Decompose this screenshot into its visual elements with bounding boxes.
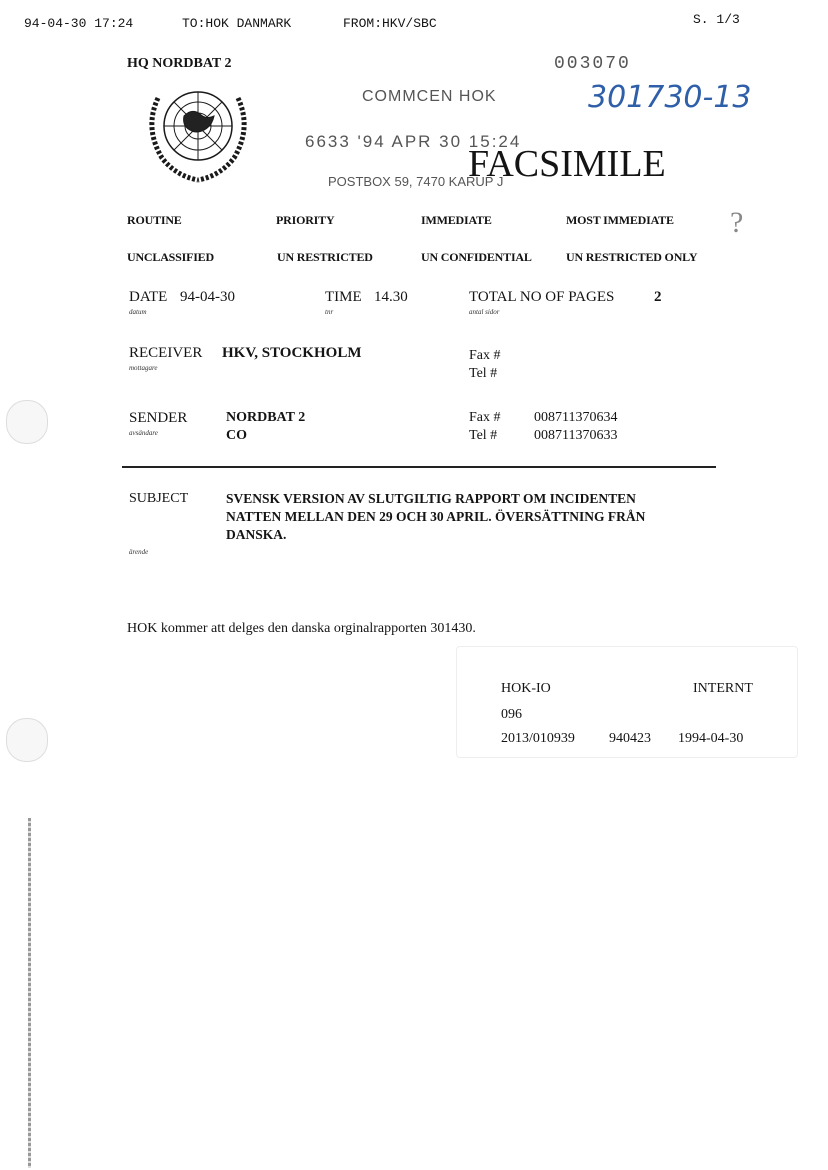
class-un-confidential: UN CONFIDENTIAL (421, 250, 532, 264)
precedence-routine: ROUTINE (127, 213, 182, 227)
sender-fax-label: Fax # (469, 410, 501, 425)
subject-line-3: DANSKA. (226, 527, 287, 542)
date-label: DATE (129, 289, 168, 305)
stamp-commcen: COMMCEN HOK (362, 88, 497, 105)
sender-role: CO (226, 428, 247, 443)
registry-code: 940423 (609, 731, 651, 746)
receiver-label: RECEIVER (129, 345, 203, 361)
handwritten-reference: 301730-13 (588, 80, 752, 115)
precedence-immediate: IMMEDIATE (421, 213, 492, 227)
registry-office: HOK-IO (501, 681, 551, 696)
fax-page-number: S. 1/3 (693, 12, 740, 27)
scan-edge-line (28, 818, 31, 1168)
registry-date: 1994-04-30 (678, 731, 744, 746)
org-name: HQ NORDBAT 2 (127, 56, 232, 71)
date-value: 94-04-30 (180, 289, 235, 305)
registry-category: INTERNT (693, 681, 753, 696)
un-emblem (128, 76, 268, 186)
receiver-tel-label: Tel # (469, 366, 498, 381)
subject-line-2: NATTEN MELLAN DEN 29 OCH 30 APRIL. ÖVERSÄTTNING FRÅN (226, 509, 646, 524)
stamp-number: 003070 (554, 54, 631, 74)
fax-to: TO:HOK DANMARK (182, 16, 292, 31)
subject-line-1: SVENSK VERSION AV SLUTGILTIG RAPPORT OM INCIDENTEN (226, 491, 636, 506)
time-label: TIME (325, 289, 362, 305)
precedence-most-immediate: MOST IMMEDIATE (566, 213, 674, 227)
time-sublabel: tnr (325, 308, 334, 316)
fax-timestamp: 94-04-30 17:24 (24, 16, 134, 31)
sender-tel-label: Tel # (469, 428, 498, 443)
header-divider (122, 466, 716, 468)
class-un-restricted: UN RESTRICTED (277, 250, 373, 264)
facsimile-title: FACSIMILE (468, 143, 666, 185)
pages-label: TOTAL NO OF PAGES (469, 289, 615, 305)
receiver-value: HKV, STOCKHOLM (222, 345, 362, 361)
receiver-sublabel: mottagare (129, 364, 158, 372)
registry-stamp (456, 646, 798, 758)
body-text: HOK kommer att delges den danska orginalrapporten 301430. (127, 621, 476, 636)
sender-sublabel: avsändare (129, 429, 158, 437)
subject-sublabel: ärende (129, 548, 149, 556)
registry-file: 2013/010939 (501, 731, 575, 746)
stamp-postbox: POSTBOX 59, 7470 KARUP J (328, 174, 504, 189)
fax-from: FROM:HKV/SBC (343, 16, 437, 31)
class-unclassified: UNCLASSIFIED (127, 250, 214, 264)
date-sublabel: datum (129, 308, 147, 316)
sender-name: NORDBAT 2 (226, 410, 306, 425)
pages-sublabel: antal sidor (469, 308, 500, 316)
sender-fax-value: 008711370634 (534, 410, 618, 425)
pages-value: 2 (654, 289, 662, 305)
receiver-fax-label: Fax # (469, 348, 501, 363)
sender-label: SENDER (129, 410, 188, 426)
subject-label: SUBJECT (129, 491, 189, 506)
precedence-priority: PRIORITY (276, 213, 335, 227)
punch-hole-bottom (6, 718, 48, 762)
class-un-restricted-only: UN RESTRICTED ONLY (566, 250, 698, 264)
punch-hole-top (6, 400, 48, 444)
registry-number: 096 (501, 707, 522, 722)
sender-tel-value: 008711370633 (534, 428, 618, 443)
time-value: 14.30 (374, 289, 408, 305)
stamp-received: 6633 '94 APR 30 15:24 (305, 132, 522, 151)
margin-question-mark: ? (730, 206, 744, 239)
